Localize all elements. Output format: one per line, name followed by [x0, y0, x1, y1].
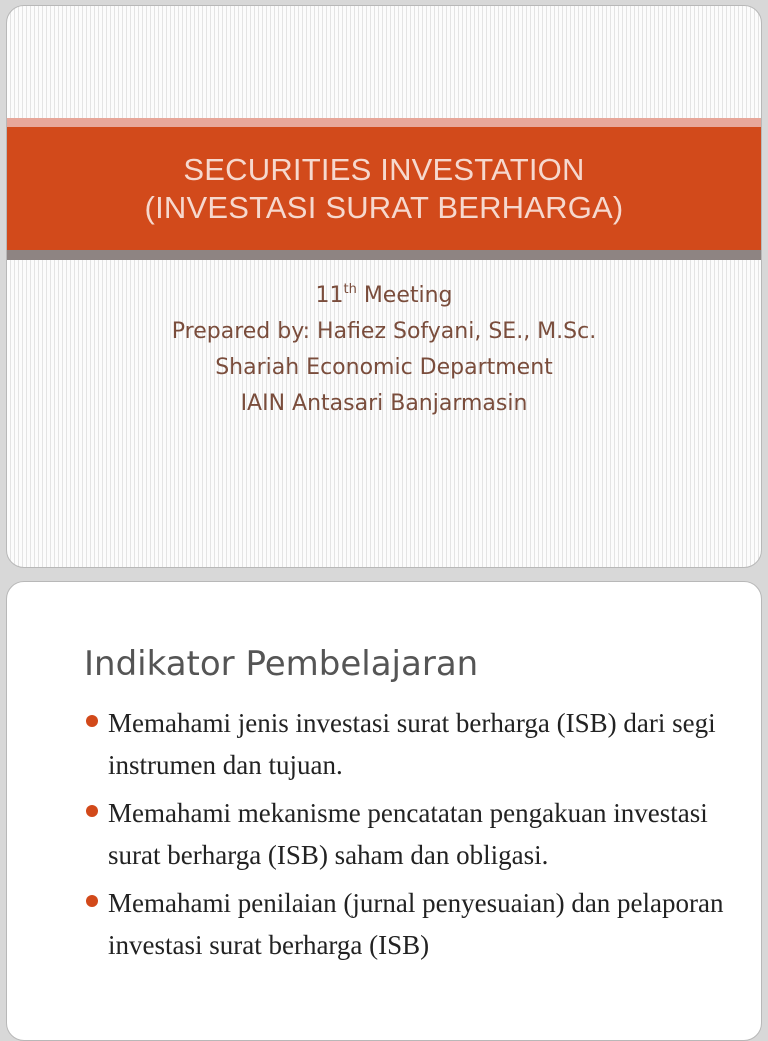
list-item	[85, 702, 745, 786]
bullet-dot-icon	[86, 895, 98, 907]
list-item	[85, 792, 745, 876]
prepared-by-line: Prepared by: Hafiez Sofyani, SE., M.Sc.	[171, 319, 597, 344]
bullet-list	[85, 702, 745, 972]
accent-strip-bottom	[7, 250, 761, 260]
list-item	[85, 882, 745, 966]
content-slide	[6, 581, 762, 1041]
department-line: Shariah Economic Department	[215, 355, 553, 380]
meeting-line	[7, 278, 761, 314]
bullet-dot-icon	[86, 805, 98, 817]
bullet-dot-icon	[86, 715, 98, 727]
bullet-text: Memahami jenis investasi surat berharga (ISB) dari segi instrumen dan tujuan.	[108, 708, 716, 780]
slide-title-line-1: SECURITIES INVESTATION	[183, 151, 585, 187]
slide-subtitle	[7, 278, 761, 422]
bullet-text: Memahami mekanisme pencatatan pengakuan investasi surat berharga (ISB) saham dan obligasi.	[108, 798, 708, 870]
institution-line: IAIN Antasari Banjarmasin	[240, 391, 528, 416]
slide-heading: Indikator Pembelajaran	[84, 644, 479, 684]
title-band	[7, 127, 761, 250]
meeting-number: 11	[315, 283, 344, 308]
meeting-word: Meeting	[363, 283, 453, 308]
accent-strip-top	[7, 118, 761, 127]
title-slide	[6, 5, 762, 568]
meeting-ordinal-suffix: th	[343, 282, 357, 297]
bullet-text: Memahami penilaian (jurnal penyesuaian) dan pelaporan investasi surat berharga (ISB)	[108, 888, 724, 960]
slide-title-line-2: (INVESTASI SURAT BERHARGA)	[144, 189, 624, 225]
